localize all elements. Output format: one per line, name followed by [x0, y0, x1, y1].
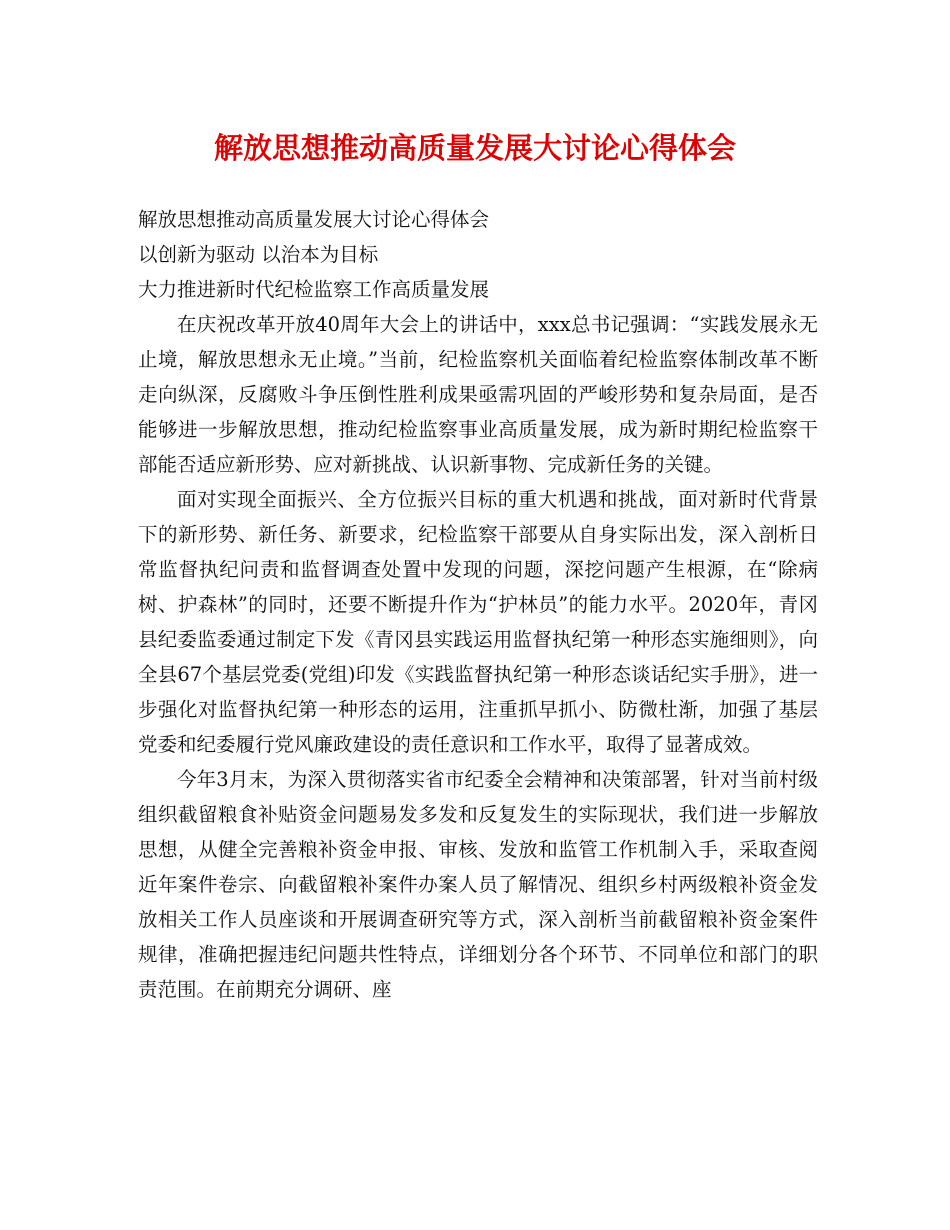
document-title: 解放思想推动高质量发展大讨论心得体会 — [213, 131, 736, 165]
subheading-line: 以创新为驱动 以治本为目标 — [138, 243, 379, 266]
body-paragraph: 在庆祝改革开放40周年大会上的讲话中，xxx总书记强调：“实践发展永无止境，解放思想永无止境。”当前，纪检监察机关面临着纪检监察体制改革不断走向纵深，反腐败斗争压倒性胜利成果亟需巩固的严峻形势和复杂局面，是否能够进一步解放思想，推动纪检监察事业高质量发展，成为新时期纪检监察干部能否适应新形势、应对新挑战、认识新事物、完成新任务的关键。 — [138, 313, 818, 476]
subheading-line: 解放思想推动高质量发展大讨论心得体会 — [138, 208, 490, 231]
body-paragraph: 面对实现全面振兴、全方位振兴目标的重大机遇和挑战，面对新时代背景下的新形势、新任务、新要求，纪检监察干部要从自身实际出发，深入剖析日常监督执纪问责和监督调查处置中发现的问题，深挖问题产生根源，在“除病树、护森林”的同时，还要不断提升作为“护林员”的能力水平。2020年，青冈县纪委监委通过制定下发《青冈县实践运用监督执纪第一种形态实施细则》，向全县67个基层党委(党组)印发《实践监督执纪第一种形态谈话纪实手册》，进一步强化对监督执纪第一种形态的运用，注重抓早抓小、防微杜渐，加强了基层党委和纪委履行党风廉政建设的责任意识和工作水平，取得了显著成效。 — [138, 488, 818, 756]
body-paragraph: 今年3月末，为深入贯彻落实省市纪委全会精神和决策部署，针对当前村级组织截留粮食补贴资金问题易发多发和反复发生的实际现状，我们进一步解放思想，从健全完善粮补资金申报、审核、发放和监管工作机制入手，采取查阅近年案件卷宗、向截留粮补案件办案人员了解情况、组织乡村两级粮补资金发放相关工作人员座谈和开展调查研究等方式，深入剖析当前截留粮补资金案件规律，准确把握违纪问题共性特点，详细划分各个环节、不同单位和部门的职责范围。在前期充分调研、座 — [138, 768, 818, 1001]
subheading-line: 大力推进新时代纪检监察工作高质量发展 — [138, 278, 490, 301]
document-body — [138, 202, 818, 1007]
